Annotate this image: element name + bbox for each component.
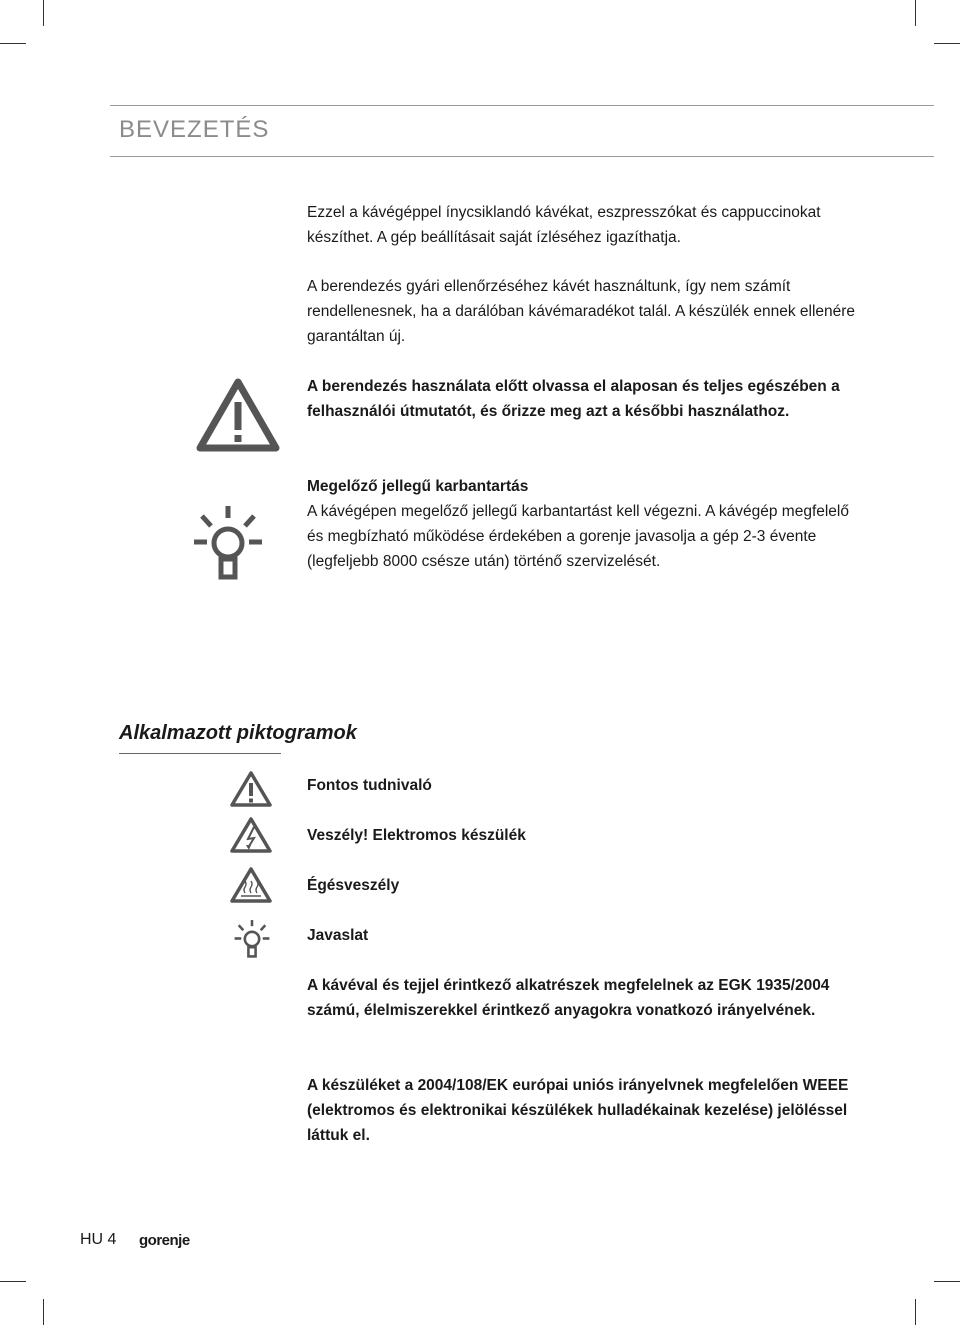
warning-icon: [196, 378, 280, 452]
tip-title: Megelőző jellegű karbantartás: [307, 478, 529, 495]
pictogram-label-electric: Veszély! Elektromos készülék: [307, 827, 526, 844]
header-top-rule: [110, 105, 934, 106]
intro-paragraph-1: Ezzel a kávégéppel ínycsiklandó kávékat, eszpresszókat és cappuccinokat készíthet. A gép beállításait saját ízléséhez igazíthatja.: [307, 204, 821, 246]
lightbulb-icon: [232, 918, 272, 960]
crop-mark: [43, 0, 44, 26]
header-bottom-rule: [110, 156, 934, 157]
tip-block: [307, 474, 867, 574]
intro-paragraph-2: A berendezés gyári ellenőrzéséhez kávét használtunk, így nem számít rendellenesnek, ha a darálóban kávémaradékot talál. A készülék ennek ellenére garantáltan új.: [307, 278, 856, 345]
tip-body: A kávégépen megelőző jellegű karbantartást kell végezni. A kávégép megfelelő és megbízható működése érdekében a gorenje javasolja a gép 2-3 évente (legfeljebb 8000 csésze után) történő szervizelését.: [307, 503, 849, 570]
crop-mark: [0, 43, 26, 44]
warning-icon: [229, 770, 273, 808]
section-title: BEVEZETÉS: [119, 116, 270, 143]
pictogram-label-burn: Égésveszély: [307, 877, 400, 894]
page-number: HU 4: [80, 1231, 117, 1248]
lightbulb-icon: [190, 502, 266, 584]
pictograms-heading: Alkalmazott piktogramok: [119, 722, 357, 744]
hot-surface-icon: [229, 866, 273, 904]
crop-mark: [934, 1281, 960, 1282]
pictograms-underline: [119, 753, 281, 754]
crop-mark: [915, 1299, 916, 1325]
crop-mark: [43, 1299, 44, 1325]
crop-mark: [915, 0, 916, 26]
electric-hazard-icon: [229, 816, 273, 854]
crop-mark: [0, 1281, 26, 1282]
compliance-note-food-contact: A kávéval és tejjel érintkező alkatrészek megfelelnek az EGK 1935/2004 számú, élelmiszerekkel érintkező anyagokra vonatkozó irányelvének.: [307, 977, 830, 1019]
compliance-note-weee: A készüléket a 2004/108/EK európai uniós irányelvnek megfelelően WEEE (elektromos és elektronikai készülékek hulladékainak kezelése) jelöléssel láttuk el.: [307, 1077, 849, 1144]
pictogram-label-important: Fontos tudnivaló: [307, 777, 432, 794]
pictogram-label-tip: Javaslat: [307, 927, 369, 944]
crop-mark: [934, 43, 960, 44]
brand-logo: gorenje: [139, 1232, 190, 1249]
warning-text: A berendezés használata előtt olvassa el alaposan és teljes egészében a felhasználói útmutatót, és őrizze meg azt a későbbi használathoz.: [307, 378, 840, 420]
